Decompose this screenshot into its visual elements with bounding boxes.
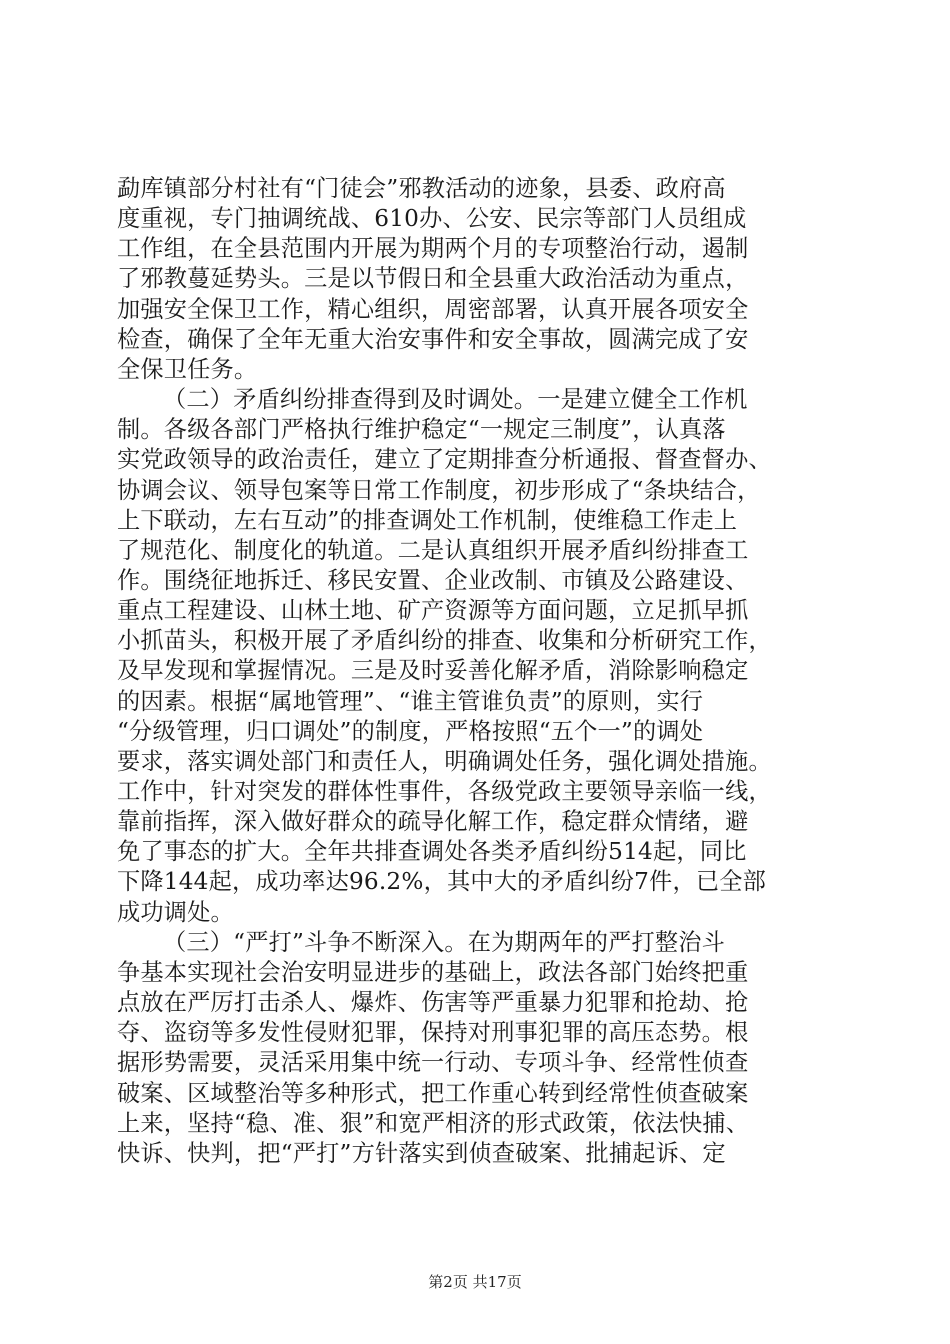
text-line: 度重视，专门抽调统战、610办、公安、民宗等部门人员组成 [117, 205, 747, 233]
text-line: 成功调处。 [117, 898, 234, 926]
text-line: 下降144起，成功率达96.2%，其中大的矛盾纠纷7件，已全部 [117, 868, 766, 896]
text-line: 据形势需要，灵活采用集中统一行动、专项斗争、经常性侦查 [117, 1049, 749, 1077]
text-line: 快诉、快判，把“严打”方针落实到侦查破案、批捕起诉、定 [117, 1139, 726, 1167]
text-line: 夺、盗窃等多发性侵财犯罪，保持对刑事犯罪的高压态势。根 [117, 1019, 749, 1047]
text-line: 加强安全保卫工作，精心组织，周密部署，认真开展各项安全 [117, 295, 749, 323]
text-line: 及早发现和掌握情况。三是及时妥善化解矛盾，消除影响稳定 [117, 657, 749, 685]
text-line: 免了事态的扩大。全年共排查调处各类矛盾纠纷514起，同比 [117, 838, 747, 866]
text-line: 工作组，在全县范围内开展为期两个月的专项整治行动，遏制 [117, 235, 749, 263]
text-line: 破案、区域整治等多种形式，把工作重心转到经常性侦查破案 [117, 1079, 749, 1107]
text-line: 作。围绕征地拆迁、移民安置、企业改制、市镇及公路建设、 [117, 566, 749, 594]
text-line: 靠前指挥，深入做好群众的疏导化解工作，稳定群众情绪，避 [117, 808, 749, 836]
text-line: 勐库镇部分村社有“门徒会”邪教活动的迹象，县委、政府高 [117, 175, 726, 202]
text-line: 小抓苗头，积极开展了矛盾纠纷的排查、收集和分析研究工作， [117, 627, 772, 655]
text-line: 工作中，针对突发的群体性事件，各级党政主要领导亲临一线， [117, 778, 772, 805]
text-line: 重点工程建设、山林土地、矿产资源等方面问题，立足抓早抓 [117, 597, 749, 625]
text-line: 实党政领导的政治责任，建立了定期排查分析通报、督查督办、 [117, 446, 772, 474]
text-line: 上来，坚持“稳、准、狠”和宽严相济的形式政策，依法快捕、 [117, 1109, 750, 1137]
text-line: “分级管理，归口调处”的制度，严格按照“五个一”的调处 [117, 717, 704, 745]
text-line: （三）“严打”斗争不断深入。在为期两年的严打整治斗 [163, 928, 726, 956]
text-line: 争基本实现社会治安明显进步的基础上，政法各部门始终把重 [117, 958, 749, 986]
page-footer: 第2页 共17页 [428, 1273, 522, 1291]
text-line: 检查，确保了全年无重大治安事件和安全事故，圆满完成了安 [117, 325, 749, 353]
text-line: 制。各级各部门严格执行维护稳定“一规定三制度”，认真落 [117, 416, 726, 444]
text-line: 协调会议、领导包案等日常工作制度，初步形成了“条块结合， [117, 476, 761, 504]
text-line: 全保卫任务。 [117, 355, 258, 383]
text-line: 了规范化、制度化的轨道。二是认真组织开展矛盾纠纷排查工 [117, 536, 749, 564]
text-line: 要求，落实调处部门和责任人，明确调处任务，强化调处措施。 [117, 747, 772, 775]
text-line: 了邪教蔓延势头。三是以节假日和全县重大政治活动为重点， [117, 265, 749, 293]
text-line: 的因素。根据“属地管理”、“谁主管谁负责”的原则，实行 [117, 687, 704, 715]
text-line: 点放在严厉打击杀人、爆炸、伤害等严重暴力犯罪和抢劫、抢 [117, 989, 749, 1017]
text-line: （二）矛盾纠纷排查得到及时调处。一是建立健全工作机 [163, 386, 748, 414]
text-line: 上下联动，左右互动”的排查调处工作机制，使维稳工作走上 [117, 506, 738, 534]
